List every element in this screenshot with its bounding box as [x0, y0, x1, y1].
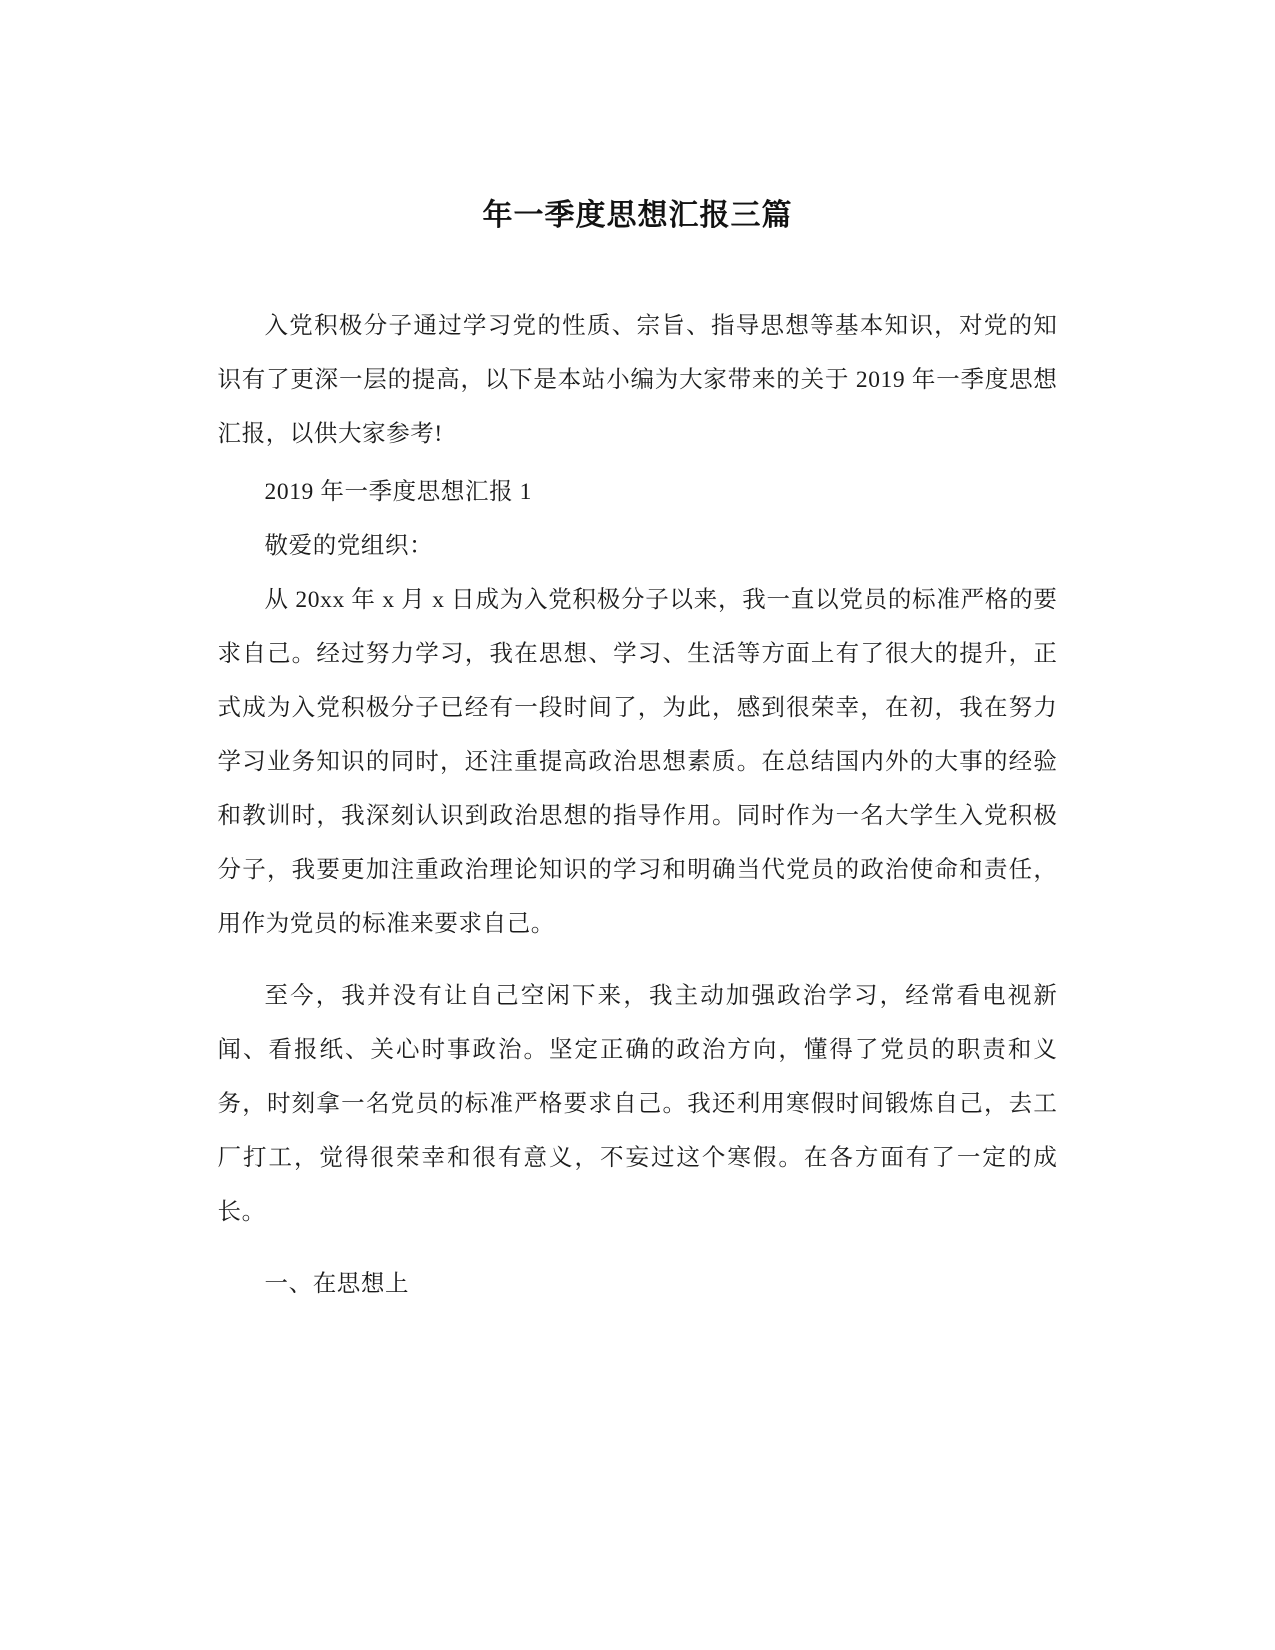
paragraph-body-1: 从 20xx 年 x 月 x 日成为入党积极分子以来，我一直以党员的标准严格的要求自己。经过努力学习，我在思想、学习、生活等方面上有了很大的提升，正式成为入党积极分子已经有一段时间了，为此，感到很荣幸，在初，我在努力学习业务知识的同时，还注重提高政治思想素质。在总结国内外的大事的经验和教训时，我深刻认识到政治思想的指导作用。同时作为一名大学生入党积极分子，我要更加注重政治理论知识的学习和明确当代党员的政治使命和责任，用作为党员的标准来要求自己。	[217, 587, 1058, 937]
salutation: 敬爱的党组织：	[264, 533, 434, 559]
paragraph-body-2: 至今，我并没有让自己空闲下来，我主动加强政治学习，经常看电视新闻、看报纸、关心时事政治。坚定正确的政治方向，懂得了党员的职责和义务，时刻拿一名党员的标准严格要求自己。我还利用寒假时间锻炼自己，去工厂打工，觉得很荣幸和很有意义，不妄过这个寒假。在各方面有了一定的成长。	[217, 983, 1058, 1225]
page-title: 年一季度思想汇报三篇	[482, 198, 793, 233]
section-heading-report-1: 2019 年一季度思想汇报 1	[264, 479, 532, 505]
list-heading-thoughts: 一、在思想上	[264, 1271, 410, 1297]
document-body	[218, 235, 1058, 1311]
paragraph-intro: 入党积极分子通过学习党的性质、宗旨、指导思想等基本知识，对党的知识有了更深一层的提高，以下是本站小编为大家带来的关于 2019 年一季度思想汇报，以供大家参考!	[217, 313, 1058, 447]
